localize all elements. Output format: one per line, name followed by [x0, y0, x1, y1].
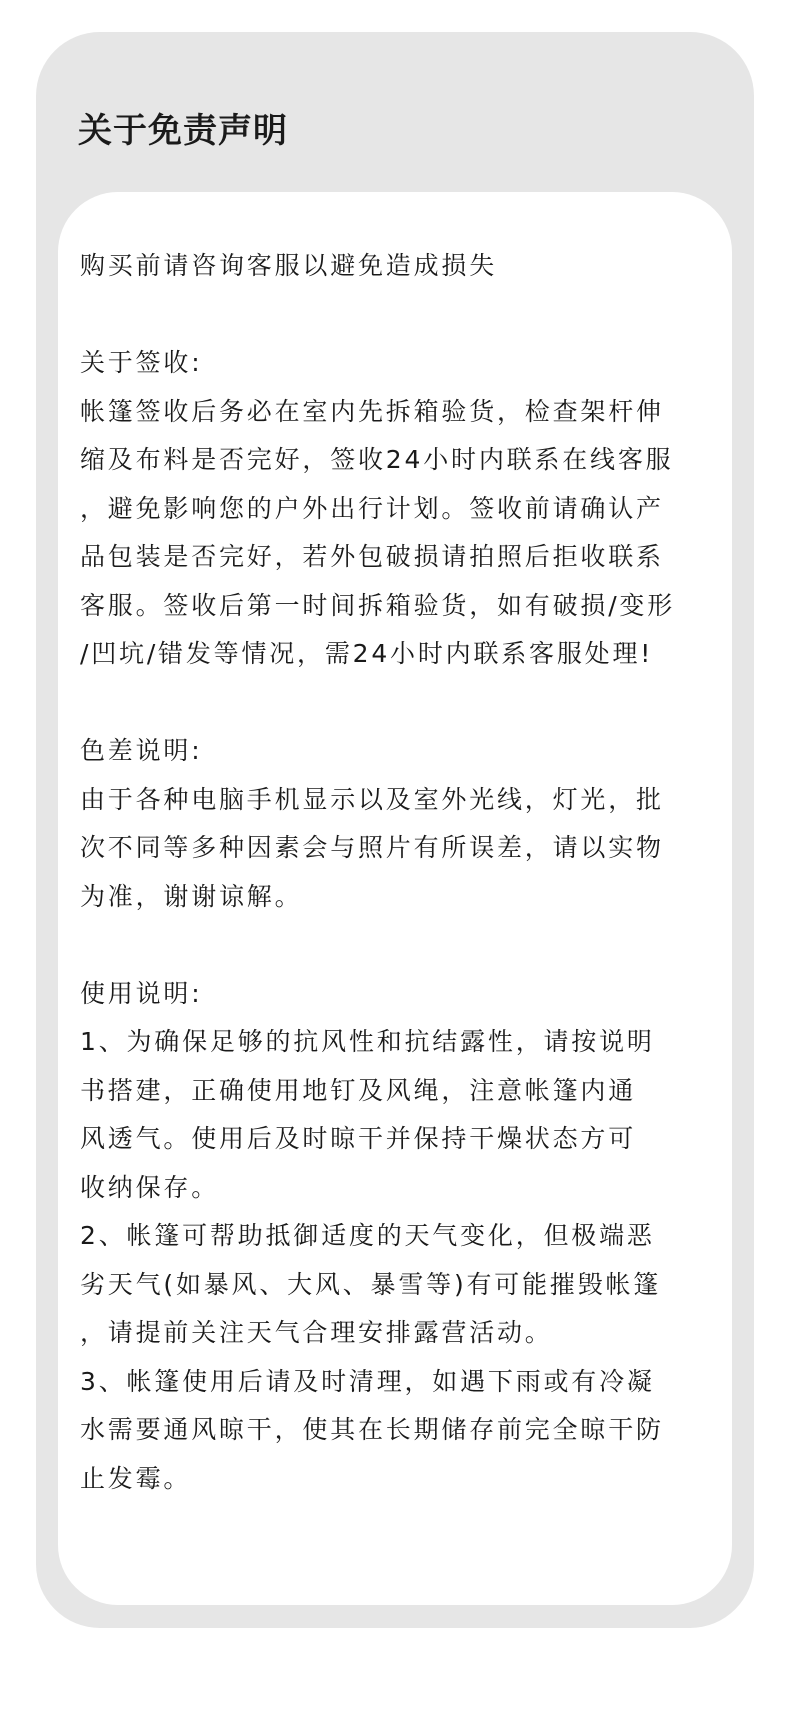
section-text-line: /凹坑/错发等情况，需24小时内联系客服处理! [80, 639, 654, 668]
paragraph-gap [80, 291, 732, 340]
section-text-line: 客服。签收后第一时间拆箱验货，如有破损/变形 [80, 590, 676, 620]
section-receipt [80, 339, 732, 679]
section-text-line: 水需要通风晾干，使其在长期储存前完全晾干防 [80, 1415, 664, 1444]
section-text-line: 为准，谢谢谅解。 [80, 881, 303, 911]
paragraph-gap [80, 921, 732, 970]
disclaimer-card [36, 32, 754, 1628]
page-title: 关于免责声明 [78, 111, 288, 151]
section-text-line: 次不同等多种因素会与照片有所误差，请以实物 [80, 833, 664, 862]
section-text-line: 书搭建，正确使用地钉及风绳，注意帐篷内通 [80, 1075, 637, 1105]
section-text-line: ，请提前关注天气合理安排露营活动。 [80, 1318, 553, 1347]
section-usage [80, 970, 732, 1504]
intro-text: 购买前请咨询客服以避免造成损失 [80, 251, 498, 280]
section-text-line: 由于各种电脑手机显示以及室外光线，灯光，批 [80, 784, 664, 814]
section-heading-color-difference: 色差说明: [80, 736, 203, 765]
section-color-difference [80, 727, 732, 921]
section-text-line: 品包装是否完好，若外包破损请拍照后拒收联系 [80, 542, 664, 571]
section-heading-usage: 使用说明: [80, 978, 203, 1008]
section-text-line: 收纳保存。 [80, 1172, 220, 1202]
section-text-line: 缩及布料是否完好，签收24小时内联系在线客服 [80, 445, 674, 474]
section-text-line: 2、帐篷可帮助抵御适度的天气变化，但极端恶 [80, 1221, 655, 1250]
section-text-line: 1、为确保足够的抗风性和抗结露性，请按说明 [80, 1027, 655, 1056]
section-text-line: 劣天气(如暴风、大风、暴雪等)有可能摧毁帐篷 [80, 1269, 662, 1299]
section-heading-receipt: 关于签收: [80, 348, 203, 377]
intro-paragraph [80, 242, 732, 291]
paragraph-gap [80, 679, 732, 728]
section-text-line: 风透气。使用后及时晾干并保持干燥状态方可 [80, 1124, 637, 1153]
section-text-line: 帐篷签收后务必在室内先拆箱验货，检查架杆伸 [80, 396, 664, 426]
section-text-line: 止发霉。 [80, 1463, 192, 1493]
section-text-line: ，避免影响您的户外出行计划。签收前请确认产 [80, 493, 664, 523]
section-text-line: 3、帐篷使用后请及时清理，如遇下雨或有冷凝 [80, 1366, 655, 1396]
disclaimer-content [58, 192, 732, 1605]
